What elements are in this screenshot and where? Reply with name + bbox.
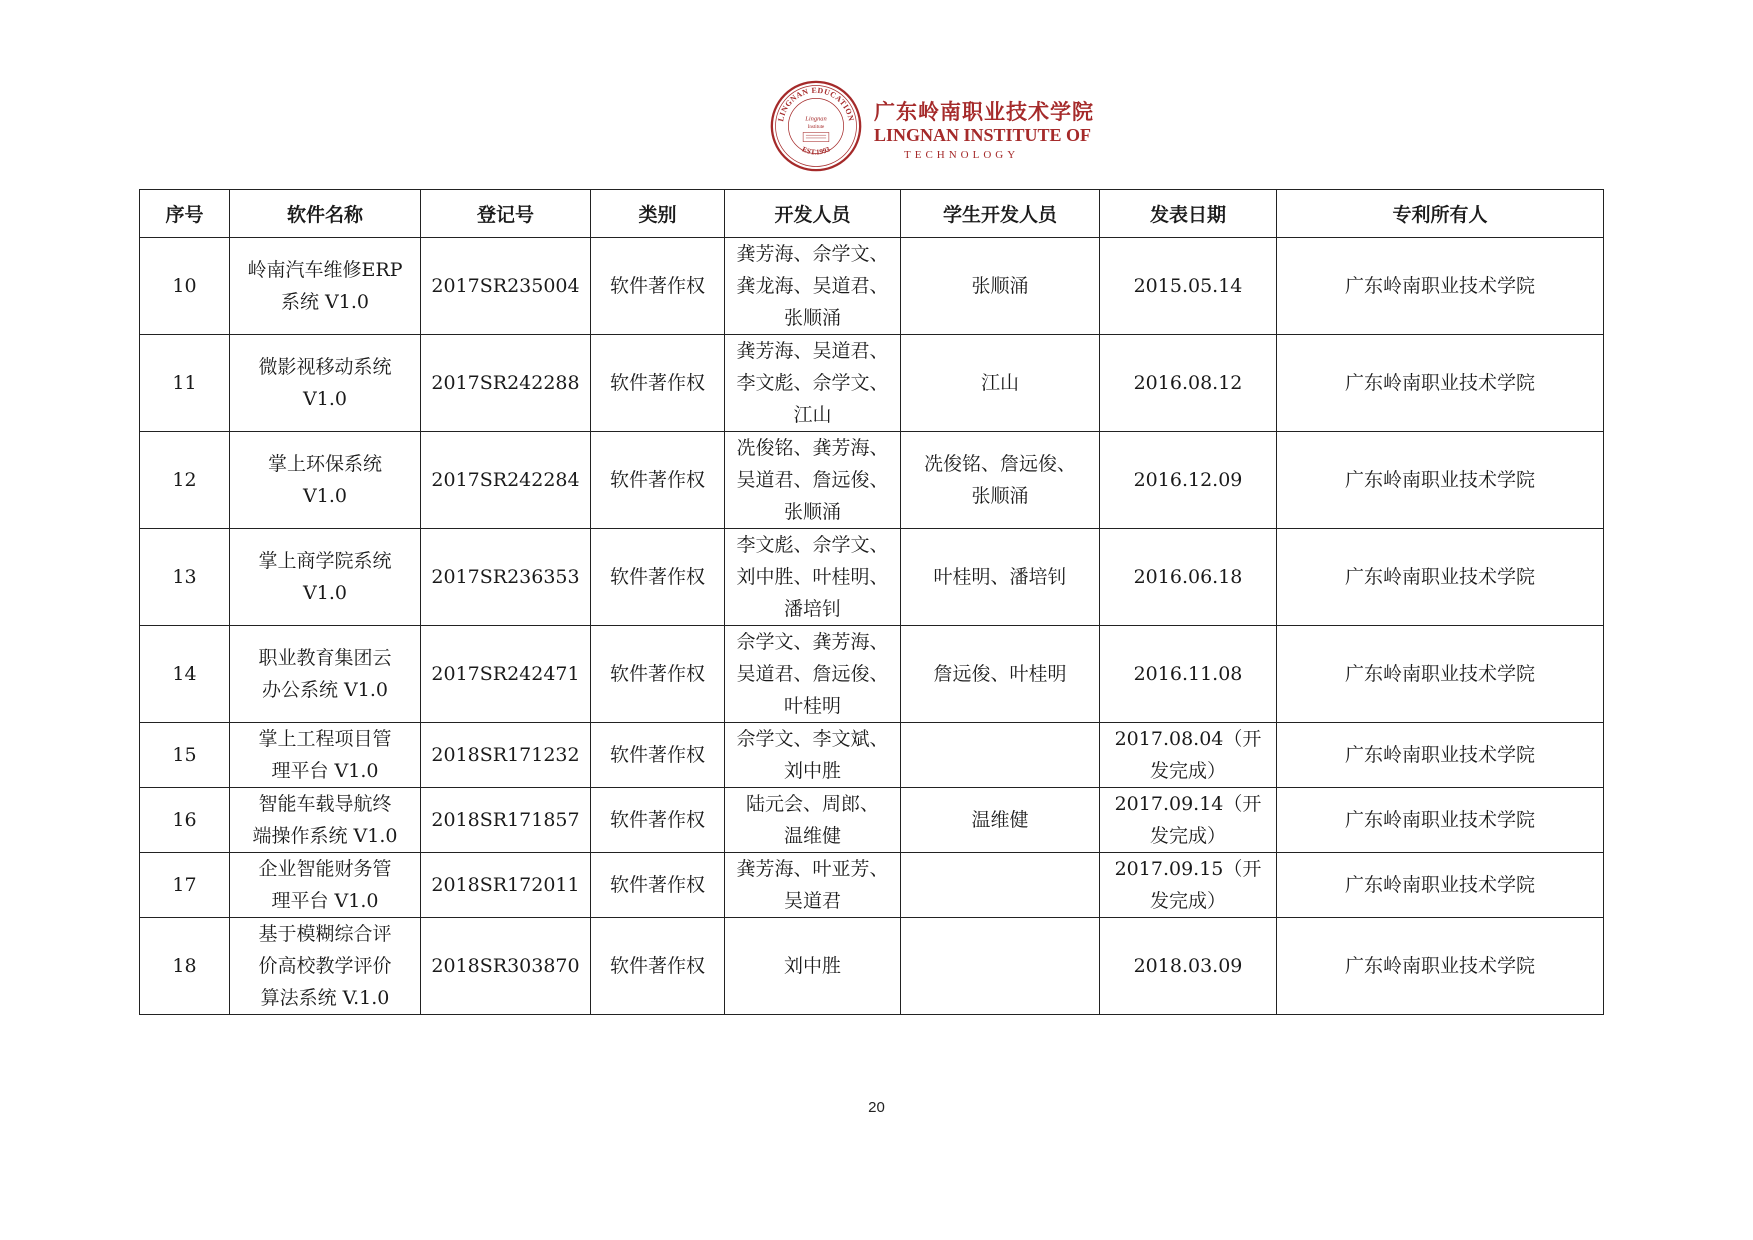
cell-software-name-line: V1.0: [303, 582, 347, 604]
cell-publish-date: [1100, 723, 1277, 788]
cell-developers-line: 龚芳海、叶亚芳、: [736, 858, 889, 880]
cell-no: 10: [140, 238, 230, 335]
cell-student-developers-line: 张顺涌: [971, 485, 1029, 507]
cell-owner: 广东岭南职业技术学院: [1277, 788, 1604, 853]
cell-category: 软件著作权: [591, 432, 725, 529]
cell-developers: [725, 238, 901, 335]
cell-publish-date: [1100, 335, 1277, 432]
cell-software-name: [230, 529, 421, 626]
cell-registration-no: 2017SR242284: [421, 432, 591, 529]
cell-publish-date: [1100, 918, 1277, 1015]
cell-publish-date-line: 2016.12.09: [1133, 469, 1243, 491]
column-header-publish-date: 发表日期: [1100, 190, 1277, 238]
cell-category: 软件著作权: [591, 918, 725, 1015]
cell-software-name: [230, 788, 421, 853]
cell-developers: [725, 432, 901, 529]
cell-no: 15: [140, 723, 230, 788]
cell-software-name-line: 系统 V1.0: [281, 291, 369, 313]
cell-software-name: [230, 238, 421, 335]
cell-student-developers: [901, 432, 1100, 529]
cell-owner: 广东岭南职业技术学院: [1277, 432, 1604, 529]
cell-software-name-line: 岭南汽车维修ERP: [247, 259, 403, 281]
cell-student-developers: [901, 788, 1100, 853]
institute-name-english-line2: TECHNOLOGY: [904, 149, 1020, 161]
cell-software-name: [230, 626, 421, 723]
cell-publish-date-line: 2017.09.14（开: [1114, 793, 1262, 815]
cell-student-developers: [901, 918, 1100, 1015]
cell-developers-line: 李文彪、佘学文、: [736, 372, 889, 394]
cell-developers-line: 龚芳海、佘学文、: [736, 243, 889, 265]
cell-no: 18: [140, 918, 230, 1015]
cell-student-developers: [901, 238, 1100, 335]
cell-software-name-line: 掌上商学院系统: [258, 550, 392, 572]
cell-software-name-line: 微影视移动系统: [258, 356, 392, 378]
svg-text:LINGNAN EDUCATION: LINGNAN EDUCATION: [776, 85, 856, 123]
cell-developers-line: 吴道君、詹远俊、: [736, 663, 889, 685]
cell-developers-line: 刘中胜: [783, 955, 841, 977]
software-copyright-table: [139, 189, 1604, 1015]
cell-software-name-line: 价高校教学评价: [258, 955, 392, 977]
cell-developers-line: 江山: [793, 404, 832, 426]
cell-publish-date-line: 发完成）: [1149, 825, 1226, 847]
cell-software-name: [230, 918, 421, 1015]
institute-name-chinese: 广东岭南职业技术学院: [874, 100, 1094, 124]
cell-student-developers: [901, 853, 1100, 918]
cell-software-name: [230, 853, 421, 918]
cell-publish-date: [1100, 432, 1277, 529]
cell-student-developers-line: 冼俊铭、詹远俊、: [923, 453, 1076, 475]
cell-developers-line: 李文彪、佘学文、: [736, 534, 889, 556]
table-header-row: [140, 190, 1604, 238]
cell-registration-no: 2018SR171857: [421, 788, 591, 853]
cell-category: 软件著作权: [591, 723, 725, 788]
table-row: [140, 432, 1604, 529]
cell-software-name-line: 职业教育集团云: [258, 647, 392, 669]
cell-software-name-line: 理平台 V1.0: [271, 890, 379, 912]
cell-software-name-line: 掌上环保系统: [267, 453, 382, 475]
cell-software-name-line: V1.0: [303, 485, 347, 507]
cell-category: 软件著作权: [591, 626, 725, 723]
cell-developers-line: 龚芳海、吴道君、: [736, 340, 889, 362]
cell-publish-date-line: 发完成）: [1149, 890, 1226, 912]
table-row: [140, 626, 1604, 723]
cell-no: 14: [140, 626, 230, 723]
cell-category: 软件著作权: [591, 853, 725, 918]
cell-no: 12: [140, 432, 230, 529]
column-header-owner: 专利所有人: [1277, 190, 1604, 238]
cell-owner: 广东岭南职业技术学院: [1277, 335, 1604, 432]
cell-software-name-line: 理平台 V1.0: [271, 760, 379, 782]
cell-registration-no: 2017SR236353: [421, 529, 591, 626]
table-row: [140, 853, 1604, 918]
cell-publish-date-line: 2015.05.14: [1133, 275, 1243, 297]
cell-developers-line: 叶桂明: [783, 695, 841, 717]
cell-developers-line: 张顺涌: [783, 307, 841, 329]
institute-name-english: LINGNAN INSTITUTE OF: [874, 125, 1092, 145]
cell-registration-no: 2017SR242471: [421, 626, 591, 723]
cell-developers-line: 佘学文、李文斌、: [736, 728, 889, 750]
document-header: [770, 80, 1110, 172]
column-header-registration-no: 登记号: [421, 190, 591, 238]
cell-developers-line: 吴道君、詹远俊、: [736, 469, 889, 491]
cell-publish-date-line: 2016.06.18: [1133, 566, 1243, 588]
cell-software-name-line: 算法系统 V.1.0: [260, 987, 390, 1009]
cell-software-name-line: 基于模糊综合评: [258, 923, 392, 945]
table-row: [140, 918, 1604, 1015]
cell-software-name-line: V1.0: [303, 388, 347, 410]
cell-owner: 广东岭南职业技术学院: [1277, 626, 1604, 723]
svg-text:EST.1993: EST.1993: [800, 144, 832, 157]
table-row: [140, 529, 1604, 626]
column-header-software-name: 软件名称: [230, 190, 421, 238]
cell-publish-date-line: 2016.08.12: [1133, 372, 1243, 394]
cell-publish-date-line: 2018.03.09: [1133, 955, 1243, 977]
cell-developers-line: 刘中胜、叶桂明、: [736, 566, 889, 588]
svg-text:Lingnan: Lingnan: [805, 115, 827, 123]
cell-publish-date-line: 发完成）: [1149, 760, 1226, 782]
cell-registration-no: 2018SR172011: [421, 853, 591, 918]
cell-registration-no: 2018SR303870: [421, 918, 591, 1015]
cell-software-name-line: 智能车载导航终: [258, 793, 392, 815]
cell-publish-date: [1100, 788, 1277, 853]
cell-developers-line: 冼俊铭、龚芳海、: [736, 437, 889, 459]
cell-publish-date-line: 2017.08.04（开: [1114, 728, 1262, 750]
cell-category: 软件著作权: [591, 529, 725, 626]
cell-no: 11: [140, 335, 230, 432]
cell-registration-no: 2017SR235004: [421, 238, 591, 335]
cell-student-developers-line: 张顺涌: [971, 275, 1029, 297]
cell-developers-line: 龚龙海、吴道君、: [736, 275, 889, 297]
cell-owner: 广东岭南职业技术学院: [1277, 723, 1604, 788]
table-row: [140, 788, 1604, 853]
cell-student-developers-line: 江山: [980, 372, 1019, 394]
cell-software-name-line: 办公系统 V1.0: [262, 679, 388, 701]
cell-publish-date-line: 2016.11.08: [1133, 663, 1243, 685]
cell-publish-date-line: 2017.09.15（开: [1114, 858, 1262, 880]
cell-software-name-line: 端操作系统 V1.0: [252, 825, 398, 847]
cell-no: 13: [140, 529, 230, 626]
cell-publish-date: [1100, 626, 1277, 723]
cell-developers-line: 陆元会、周郎、: [745, 793, 879, 815]
cell-owner: 广东岭南职业技术学院: [1277, 918, 1604, 1015]
cell-developers-line: 潘培钊: [783, 598, 841, 620]
column-header-category: 类别: [591, 190, 725, 238]
cell-developers: [725, 918, 901, 1015]
cell-owner: 广东岭南职业技术学院: [1277, 238, 1604, 335]
cell-developers-line: 温维健: [783, 825, 841, 847]
cell-student-developers-line: 詹远俊、叶桂明: [933, 663, 1067, 685]
cell-developers: [725, 626, 901, 723]
cell-developers-line: 吴道君: [783, 890, 841, 912]
cell-student-developers: [901, 626, 1100, 723]
cell-software-name: [230, 335, 421, 432]
cell-developers: [725, 529, 901, 626]
table-row: [140, 335, 1604, 432]
cell-registration-no: 2018SR171232: [421, 723, 591, 788]
cell-category: 软件著作权: [591, 335, 725, 432]
cell-developers-line: 张顺涌: [783, 501, 841, 523]
cell-developers-line: 刘中胜: [783, 760, 841, 782]
cell-developers: [725, 788, 901, 853]
cell-student-developers: [901, 723, 1100, 788]
cell-software-name: [230, 723, 421, 788]
cell-developers-line: 佘学文、龚芳海、: [736, 631, 889, 653]
cell-no: 16: [140, 788, 230, 853]
cell-publish-date: [1100, 853, 1277, 918]
cell-owner: 广东岭南职业技术学院: [1277, 529, 1604, 626]
column-header-student-developers: 学生开发人员: [901, 190, 1100, 238]
cell-developers: [725, 853, 901, 918]
cell-publish-date: [1100, 238, 1277, 335]
cell-no: 17: [140, 853, 230, 918]
cell-developers: [725, 335, 901, 432]
page-number: 20: [868, 1099, 885, 1116]
cell-software-name-line: 企业智能财务管: [258, 858, 392, 880]
cell-registration-no: 2017SR242288: [421, 335, 591, 432]
cell-owner: 广东岭南职业技术学院: [1277, 853, 1604, 918]
cell-category: 软件著作权: [591, 788, 725, 853]
institute-seal-logo: [770, 80, 862, 172]
table-row: [140, 238, 1604, 335]
cell-category: 软件著作权: [591, 238, 725, 335]
cell-student-developers-line: 温维健: [971, 809, 1029, 831]
cell-student-developers: [901, 529, 1100, 626]
cell-student-developers: [901, 335, 1100, 432]
column-header-developers: 开发人员: [725, 190, 901, 238]
table-row: [140, 723, 1604, 788]
cell-publish-date: [1100, 529, 1277, 626]
column-header-no: 序号: [140, 190, 230, 238]
cell-developers: [725, 723, 901, 788]
cell-student-developers-line: 叶桂明、潘培钊: [933, 566, 1067, 588]
cell-software-name-line: 掌上工程项目管: [258, 728, 392, 750]
svg-text:Institute: Institute: [807, 123, 825, 130]
cell-software-name: [230, 432, 421, 529]
